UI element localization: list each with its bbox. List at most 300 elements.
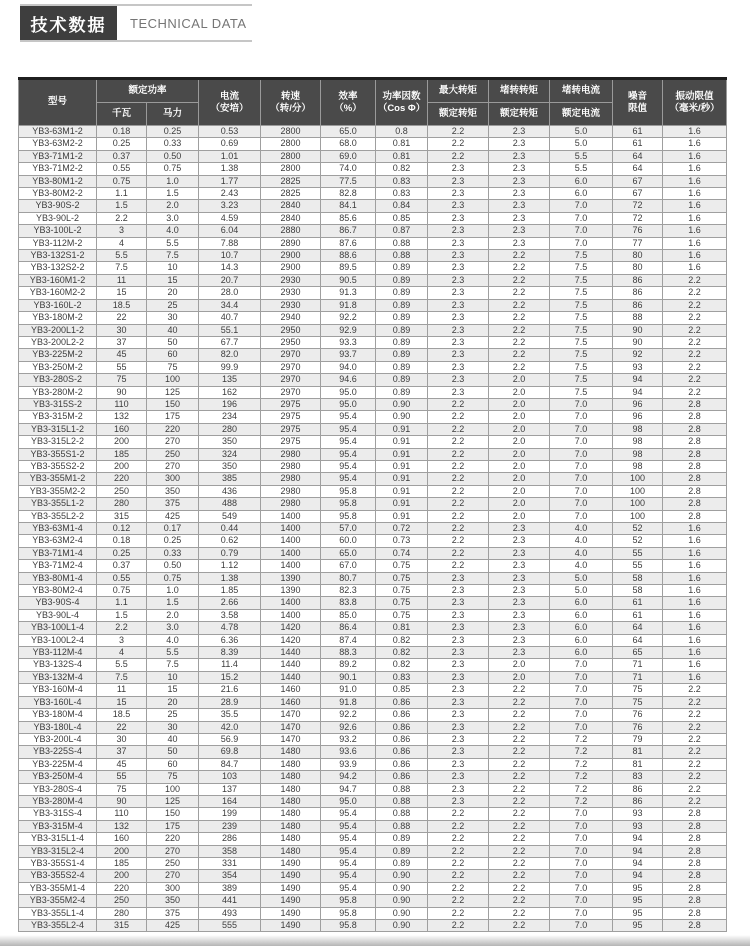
- cell-current_a: 3.58: [199, 609, 261, 621]
- cell-max_torque_ratio: 2.2: [428, 485, 489, 497]
- cell-speed_rpm: 1400: [261, 535, 321, 547]
- cell-model: YB3-355L1-2: [19, 498, 97, 510]
- cell-current_a: 0.44: [199, 523, 261, 535]
- cell-locked_current_ratio: 7.0: [550, 721, 613, 733]
- cell-model: YB3-160L-4: [19, 696, 97, 708]
- cell-power_factor: 0.89: [376, 857, 428, 869]
- cell-efficiency_pct: 86.7: [321, 225, 376, 237]
- cell-current_a: 1.77: [199, 175, 261, 187]
- table-body: [19, 126, 727, 932]
- cell-efficiency_pct: 93.7: [321, 349, 376, 361]
- cell-speed_rpm: 2980: [261, 460, 321, 472]
- cell-speed_rpm: 1400: [261, 547, 321, 559]
- cell-vibration_limit: 2.8: [663, 882, 727, 894]
- cell-noise_limit: 98: [613, 423, 663, 435]
- cell-locked_current_ratio: 7.0: [550, 436, 613, 448]
- cell-hp: 250: [147, 857, 199, 869]
- cell-vibration_limit: 2.2: [663, 746, 727, 758]
- page-title-en: TECHNICAL DATA: [130, 15, 247, 31]
- table-row: [19, 436, 727, 448]
- cell-locked_current_ratio: 7.0: [550, 696, 613, 708]
- cell-vibration_limit: 2.2: [663, 721, 727, 733]
- cell-efficiency_pct: 74.0: [321, 163, 376, 175]
- cell-efficiency_pct: 84.1: [321, 200, 376, 212]
- cell-speed_rpm: 2975: [261, 411, 321, 423]
- cell-kw: 22: [97, 721, 147, 733]
- cell-current_a: 0.79: [199, 547, 261, 559]
- cell-hp: 5.5: [147, 237, 199, 249]
- cell-hp: 375: [147, 498, 199, 510]
- cell-max_torque_ratio: 2.2: [428, 895, 489, 907]
- cell-locked_torque_ratio: 2.3: [489, 212, 550, 224]
- cell-noise_limit: 94: [613, 833, 663, 845]
- cell-noise_limit: 100: [613, 510, 663, 522]
- cell-max_torque_ratio: 2.3: [428, 721, 489, 733]
- cell-power_factor: 0.72: [376, 523, 428, 535]
- cell-power_factor: 0.89: [376, 833, 428, 845]
- cell-speed_rpm: 2840: [261, 200, 321, 212]
- cell-max_torque_ratio: 2.2: [428, 560, 489, 572]
- cell-noise_limit: 93: [613, 808, 663, 820]
- cell-speed_rpm: 1420: [261, 634, 321, 646]
- cell-max_torque_ratio: 2.3: [428, 647, 489, 659]
- cell-noise_limit: 61: [613, 138, 663, 150]
- cell-locked_current_ratio: 7.0: [550, 498, 613, 510]
- cell-speed_rpm: 2980: [261, 498, 321, 510]
- cell-max_torque_ratio: 2.3: [428, 361, 489, 373]
- cell-max_torque_ratio: 2.2: [428, 920, 489, 932]
- cell-kw: 0.25: [97, 138, 147, 150]
- cell-locked_torque_ratio: 2.3: [489, 150, 550, 162]
- cell-power_factor: 0.91: [376, 485, 428, 497]
- cell-model: YB3-100L1-4: [19, 622, 97, 634]
- cell-locked_current_ratio: 7.0: [550, 212, 613, 224]
- table-row: [19, 659, 727, 671]
- cell-noise_limit: 83: [613, 771, 663, 783]
- table-row: [19, 622, 727, 634]
- cell-locked_torque_ratio: 2.0: [489, 460, 550, 472]
- cell-locked_torque_ratio: 2.2: [489, 324, 550, 336]
- cell-power_factor: 0.89: [376, 374, 428, 386]
- cell-kw: 4: [97, 647, 147, 659]
- cell-locked_current_ratio: 7.0: [550, 659, 613, 671]
- cell-model: YB3-132S1-2: [19, 250, 97, 262]
- cell-vibration_limit: 1.6: [663, 150, 727, 162]
- cell-locked_current_ratio: 7.0: [550, 684, 613, 696]
- cell-power_factor: 0.90: [376, 882, 428, 894]
- table-row: [19, 547, 727, 559]
- cell-locked_torque_ratio: 2.3: [489, 200, 550, 212]
- cell-model: YB3-280S-2: [19, 374, 97, 386]
- table-row: [19, 572, 727, 584]
- cell-speed_rpm: 1480: [261, 795, 321, 807]
- cell-speed_rpm: 1480: [261, 833, 321, 845]
- cell-kw: 18.5: [97, 709, 147, 721]
- cell-locked_current_ratio: 7.5: [550, 274, 613, 286]
- cell-model: YB3-160M2-2: [19, 287, 97, 299]
- cell-vibration_limit: 1.6: [663, 188, 727, 200]
- cell-hp: 60: [147, 349, 199, 361]
- cell-noise_limit: 80: [613, 262, 663, 274]
- cell-efficiency_pct: 95.4: [321, 436, 376, 448]
- cell-locked_current_ratio: 7.2: [550, 746, 613, 758]
- cell-hp: 20: [147, 287, 199, 299]
- cell-hp: 3.0: [147, 622, 199, 634]
- cell-locked_current_ratio: 5.0: [550, 585, 613, 597]
- cell-noise_limit: 95: [613, 895, 663, 907]
- cell-hp: 60: [147, 758, 199, 770]
- table-row: [19, 398, 727, 410]
- table-row: [19, 361, 727, 373]
- cell-vibration_limit: 1.6: [663, 535, 727, 547]
- cell-locked_current_ratio: 7.5: [550, 336, 613, 348]
- cell-efficiency_pct: 82.3: [321, 585, 376, 597]
- cell-speed_rpm: 2980: [261, 448, 321, 460]
- cell-noise_limit: 95: [613, 920, 663, 932]
- cell-kw: 0.75: [97, 585, 147, 597]
- cell-kw: 1.5: [97, 200, 147, 212]
- cell-current_a: 162: [199, 386, 261, 398]
- cell-efficiency_pct: 77.5: [321, 175, 376, 187]
- cell-power_factor: 0.88: [376, 808, 428, 820]
- cell-kw: 55: [97, 771, 147, 783]
- cell-speed_rpm: 1400: [261, 609, 321, 621]
- cell-locked_current_ratio: 7.5: [550, 349, 613, 361]
- col-header-locked-torque-denominator: 额定转矩: [489, 103, 550, 126]
- cell-hp: 40: [147, 324, 199, 336]
- cell-efficiency_pct: 90.1: [321, 671, 376, 683]
- cell-efficiency_pct: 91.8: [321, 696, 376, 708]
- cell-locked_torque_ratio: 2.2: [489, 696, 550, 708]
- cell-current_a: 1.38: [199, 572, 261, 584]
- table-row: [19, 510, 727, 522]
- cell-locked_current_ratio: 7.5: [550, 250, 613, 262]
- cell-locked_current_ratio: 7.0: [550, 895, 613, 907]
- cell-current_a: 1.01: [199, 150, 261, 162]
- table-row: [19, 448, 727, 460]
- cell-speed_rpm: 1470: [261, 733, 321, 745]
- table-row: [19, 262, 727, 274]
- cell-max_torque_ratio: 2.2: [428, 857, 489, 869]
- cell-locked_current_ratio: 6.0: [550, 188, 613, 200]
- cell-model: YB3-160M1-2: [19, 274, 97, 286]
- cell-hp: 270: [147, 436, 199, 448]
- cell-efficiency_pct: 94.2: [321, 771, 376, 783]
- cell-speed_rpm: 1440: [261, 659, 321, 671]
- cell-vibration_limit: 2.8: [663, 485, 727, 497]
- cell-model: YB3-63M2-2: [19, 138, 97, 150]
- cell-efficiency_pct: 95.8: [321, 895, 376, 907]
- cell-power_factor: 0.89: [376, 312, 428, 324]
- cell-hp: 425: [147, 510, 199, 522]
- cell-kw: 2.2: [97, 622, 147, 634]
- cell-vibration_limit: 1.6: [663, 622, 727, 634]
- cell-model: YB3-80M1-2: [19, 175, 97, 187]
- cell-locked_torque_ratio: 2.2: [489, 771, 550, 783]
- cell-vibration_limit: 2.8: [663, 845, 727, 857]
- cell-power_factor: 0.90: [376, 920, 428, 932]
- cell-hp: 0.33: [147, 138, 199, 150]
- cell-speed_rpm: 2825: [261, 188, 321, 200]
- cell-efficiency_pct: 91.0: [321, 684, 376, 696]
- cell-efficiency_pct: 88.6: [321, 250, 376, 262]
- cell-power_factor: 0.89: [376, 349, 428, 361]
- cell-model: YB3-280M-2: [19, 386, 97, 398]
- cell-speed_rpm: 1440: [261, 671, 321, 683]
- cell-max_torque_ratio: 2.2: [428, 398, 489, 410]
- cell-power_factor: 0.89: [376, 386, 428, 398]
- cell-locked_torque_ratio: 2.2: [489, 274, 550, 286]
- cell-power_factor: 0.83: [376, 175, 428, 187]
- cell-locked_torque_ratio: 2.3: [489, 622, 550, 634]
- table-row: [19, 200, 727, 212]
- cell-max_torque_ratio: 2.3: [428, 287, 489, 299]
- cell-noise_limit: 94: [613, 386, 663, 398]
- table-row: [19, 634, 727, 646]
- cell-power_factor: 0.89: [376, 324, 428, 336]
- cell-model: YB3-90L-2: [19, 212, 97, 224]
- cell-speed_rpm: 1460: [261, 684, 321, 696]
- cell-locked_torque_ratio: 2.2: [489, 746, 550, 758]
- cell-noise_limit: 64: [613, 634, 663, 646]
- cell-vibration_limit: 2.8: [663, 510, 727, 522]
- cell-efficiency_pct: 92.6: [321, 721, 376, 733]
- cell-efficiency_pct: 85.6: [321, 212, 376, 224]
- cell-vibration_limit: 2.8: [663, 820, 727, 832]
- cell-locked_current_ratio: 7.0: [550, 671, 613, 683]
- cell-locked_torque_ratio: 2.2: [489, 907, 550, 919]
- cell-kw: 2.2: [97, 212, 147, 224]
- cell-speed_rpm: 1460: [261, 696, 321, 708]
- table-row: [19, 709, 727, 721]
- cell-model: YB3-80M2-2: [19, 188, 97, 200]
- cell-efficiency_pct: 95.0: [321, 398, 376, 410]
- cell-model: YB3-132S2-2: [19, 262, 97, 274]
- cell-kw: 250: [97, 895, 147, 907]
- col-header-vibration: [663, 79, 727, 126]
- cell-power_factor: 0.81: [376, 150, 428, 162]
- table-row: [19, 585, 727, 597]
- cell-locked_current_ratio: 7.0: [550, 473, 613, 485]
- cell-power_factor: 0.88: [376, 795, 428, 807]
- cell-power_factor: 0.8: [376, 126, 428, 138]
- cell-locked_current_ratio: 6.0: [550, 647, 613, 659]
- cell-power_factor: 0.91: [376, 448, 428, 460]
- cell-max_torque_ratio: 2.3: [428, 783, 489, 795]
- col-header-power-factor-line1: 功率因数: [382, 90, 421, 102]
- cell-current_a: 82.0: [199, 349, 261, 361]
- cell-vibration_limit: 1.6: [663, 523, 727, 535]
- cell-max_torque_ratio: 2.3: [428, 349, 489, 361]
- cell-current_a: 234: [199, 411, 261, 423]
- cell-vibration_limit: 2.2: [663, 771, 727, 783]
- cell-current_a: 137: [199, 783, 261, 795]
- cell-locked_current_ratio: 7.5: [550, 386, 613, 398]
- cell-current_a: 14.3: [199, 262, 261, 274]
- cell-model: YB3-355M2-4: [19, 895, 97, 907]
- cell-power_factor: 0.82: [376, 634, 428, 646]
- col-header-rated-power: 额定功率: [97, 79, 199, 103]
- cell-kw: 0.55: [97, 572, 147, 584]
- col-header-vibration-line1: 振动限值: [675, 90, 714, 102]
- cell-model: YB3-200L1-2: [19, 324, 97, 336]
- cell-noise_limit: 94: [613, 845, 663, 857]
- cell-model: YB3-200L2-2: [19, 336, 97, 348]
- cell-model: YB3-280S-4: [19, 783, 97, 795]
- cell-noise_limit: 92: [613, 349, 663, 361]
- cell-locked_torque_ratio: 2.2: [489, 262, 550, 274]
- cell-noise_limit: 55: [613, 560, 663, 572]
- cell-current_a: 15.2: [199, 671, 261, 683]
- cell-speed_rpm: 1400: [261, 560, 321, 572]
- cell-noise_limit: 94: [613, 870, 663, 882]
- cell-power_factor: 0.91: [376, 473, 428, 485]
- cell-current_a: 40.7: [199, 312, 261, 324]
- cell-speed_rpm: 2950: [261, 324, 321, 336]
- cell-current_a: 20.7: [199, 274, 261, 286]
- cell-hp: 1.5: [147, 597, 199, 609]
- cell-current_a: 324: [199, 448, 261, 460]
- cell-power_factor: 0.91: [376, 436, 428, 448]
- cell-model: YB3-315L1-2: [19, 423, 97, 435]
- cell-noise_limit: 72: [613, 200, 663, 212]
- cell-model: YB3-100L2-4: [19, 634, 97, 646]
- cell-model: YB3-315M-4: [19, 820, 97, 832]
- cell-max_torque_ratio: 2.2: [428, 448, 489, 460]
- cell-max_torque_ratio: 2.3: [428, 622, 489, 634]
- cell-vibration_limit: 2.8: [663, 448, 727, 460]
- col-header-efficiency-line1: 效率: [338, 90, 358, 102]
- cell-speed_rpm: 2800: [261, 126, 321, 138]
- cell-noise_limit: 94: [613, 857, 663, 869]
- table-row: [19, 138, 727, 150]
- cell-max_torque_ratio: 2.2: [428, 423, 489, 435]
- cell-speed_rpm: 2900: [261, 262, 321, 274]
- cell-kw: 30: [97, 733, 147, 745]
- table-row: [19, 684, 727, 696]
- cell-vibration_limit: 1.6: [663, 163, 727, 175]
- cell-current_a: 69.8: [199, 746, 261, 758]
- col-header-current-line1: 电流: [220, 90, 240, 102]
- page-bottom-shadow: [0, 935, 750, 946]
- cell-noise_limit: 94: [613, 374, 663, 386]
- col-header-efficiency: [321, 79, 376, 126]
- cell-model: YB3-315M-2: [19, 411, 97, 423]
- cell-locked_current_ratio: 7.0: [550, 200, 613, 212]
- cell-max_torque_ratio: 2.3: [428, 163, 489, 175]
- table-row: [19, 758, 727, 770]
- table-row: [19, 795, 727, 807]
- cell-power_factor: 0.91: [376, 498, 428, 510]
- cell-power_factor: 0.84: [376, 200, 428, 212]
- cell-vibration_limit: 1.6: [663, 560, 727, 572]
- cell-model: YB3-180M-4: [19, 709, 97, 721]
- cell-current_a: 196: [199, 398, 261, 410]
- cell-kw: 220: [97, 473, 147, 485]
- cell-speed_rpm: 2880: [261, 225, 321, 237]
- cell-speed_rpm: 2970: [261, 386, 321, 398]
- cell-efficiency_pct: 92.2: [321, 312, 376, 324]
- cell-max_torque_ratio: 2.3: [428, 733, 489, 745]
- cell-noise_limit: 86: [613, 287, 663, 299]
- cell-kw: 250: [97, 485, 147, 497]
- table-row: [19, 597, 727, 609]
- cell-speed_rpm: 2940: [261, 312, 321, 324]
- cell-vibration_limit: 2.8: [663, 423, 727, 435]
- cell-efficiency_pct: 86.4: [321, 622, 376, 634]
- cell-max_torque_ratio: 2.2: [428, 870, 489, 882]
- cell-max_torque_ratio: 2.3: [428, 212, 489, 224]
- cell-kw: 18.5: [97, 299, 147, 311]
- cell-power_factor: 0.89: [376, 287, 428, 299]
- cell-max_torque_ratio: 2.3: [428, 659, 489, 671]
- cell-power_factor: 0.86: [376, 696, 428, 708]
- cell-hp: 0.50: [147, 560, 199, 572]
- cell-vibration_limit: 1.6: [663, 237, 727, 249]
- cell-noise_limit: 80: [613, 250, 663, 262]
- cell-locked_current_ratio: 4.0: [550, 560, 613, 572]
- cell-locked_torque_ratio: 2.3: [489, 523, 550, 535]
- cell-speed_rpm: 2930: [261, 274, 321, 286]
- cell-locked_current_ratio: 7.5: [550, 299, 613, 311]
- cell-kw: 200: [97, 460, 147, 472]
- cell-current_a: 21.6: [199, 684, 261, 696]
- cell-max_torque_ratio: 2.3: [428, 336, 489, 348]
- cell-hp: 30: [147, 721, 199, 733]
- cell-current_a: 0.62: [199, 535, 261, 547]
- cell-speed_rpm: 1400: [261, 523, 321, 535]
- cell-efficiency_pct: 68.0: [321, 138, 376, 150]
- cell-kw: 1.1: [97, 597, 147, 609]
- cell-hp: 15: [147, 274, 199, 286]
- cell-max_torque_ratio: 2.2: [428, 510, 489, 522]
- cell-power_factor: 0.75: [376, 572, 428, 584]
- cell-locked_torque_ratio: 2.0: [489, 510, 550, 522]
- cell-hp: 7.5: [147, 659, 199, 671]
- cell-speed_rpm: 2900: [261, 250, 321, 262]
- cell-max_torque_ratio: 2.3: [428, 795, 489, 807]
- cell-kw: 22: [97, 312, 147, 324]
- cell-efficiency_pct: 95.4: [321, 833, 376, 845]
- cell-max_torque_ratio: 2.2: [428, 436, 489, 448]
- cell-locked_torque_ratio: 2.3: [489, 597, 550, 609]
- cell-max_torque_ratio: 2.2: [428, 547, 489, 559]
- cell-current_a: 1.85: [199, 585, 261, 597]
- cell-vibration_limit: 2.2: [663, 733, 727, 745]
- cell-kw: 280: [97, 907, 147, 919]
- table-row: [19, 411, 727, 423]
- cell-kw: 75: [97, 374, 147, 386]
- cell-locked_current_ratio: 4.0: [550, 535, 613, 547]
- cell-efficiency_pct: 95.4: [321, 820, 376, 832]
- cell-power_factor: 0.86: [376, 709, 428, 721]
- cell-speed_rpm: 1480: [261, 820, 321, 832]
- cell-noise_limit: 100: [613, 473, 663, 485]
- cell-max_torque_ratio: 2.2: [428, 845, 489, 857]
- cell-current_a: 286: [199, 833, 261, 845]
- cell-efficiency_pct: 95.8: [321, 920, 376, 932]
- cell-model: YB3-132S-4: [19, 659, 97, 671]
- cell-speed_rpm: 1390: [261, 585, 321, 597]
- cell-locked_torque_ratio: 2.2: [489, 870, 550, 882]
- cell-speed_rpm: 1490: [261, 857, 321, 869]
- cell-efficiency_pct: 95.8: [321, 498, 376, 510]
- cell-vibration_limit: 1.6: [663, 609, 727, 621]
- cell-model: YB3-160M-4: [19, 684, 97, 696]
- cell-locked_torque_ratio: 2.2: [489, 795, 550, 807]
- cell-kw: 0.25: [97, 547, 147, 559]
- cell-model: YB3-71M1-2: [19, 150, 97, 162]
